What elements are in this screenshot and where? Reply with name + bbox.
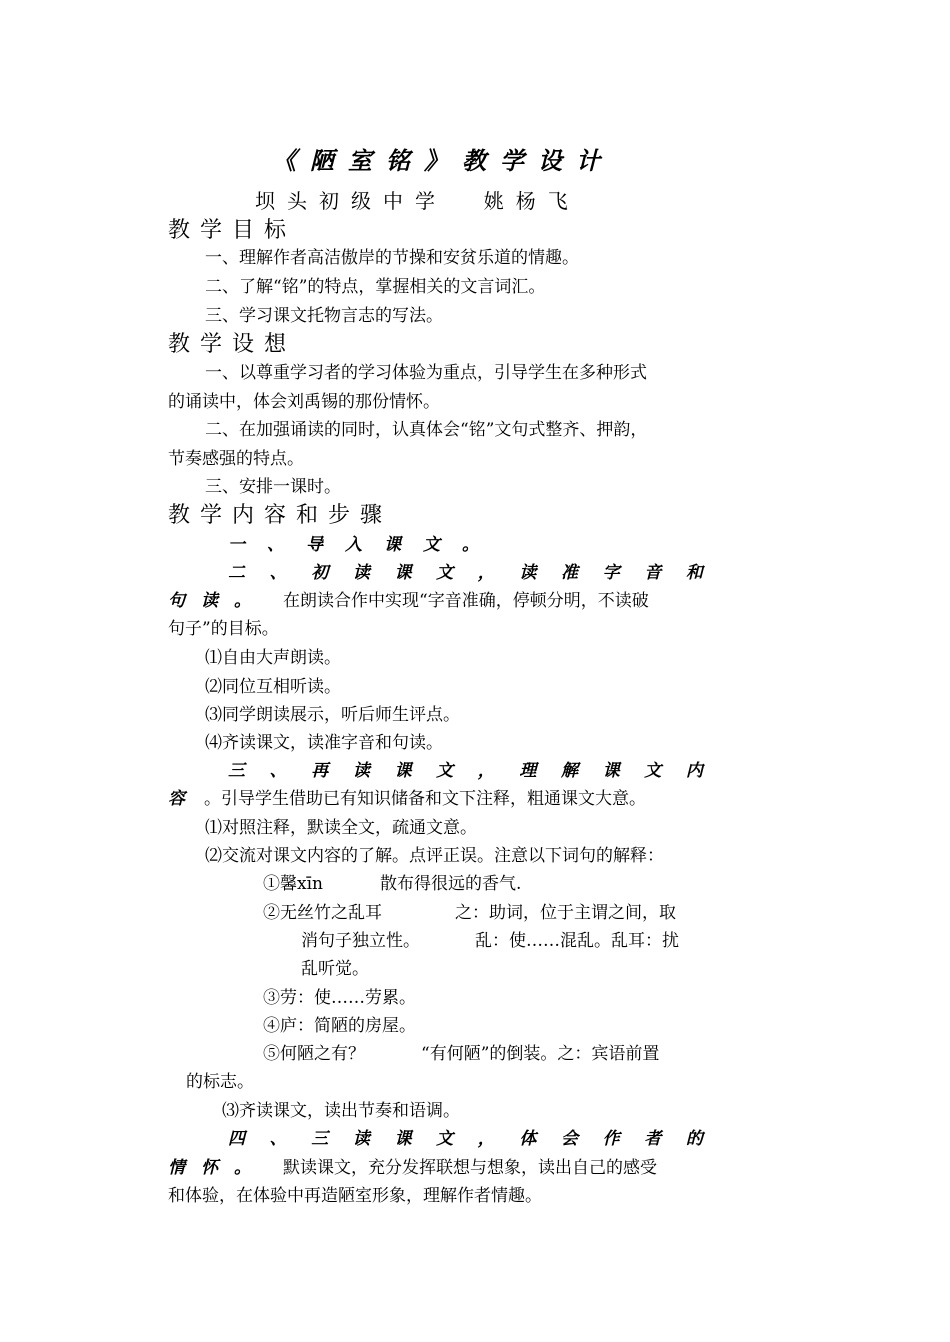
step-3-char: 、	[269, 761, 287, 781]
step-3-heading-cont: 容	[168, 789, 185, 809]
step-4-heading	[228, 1128, 703, 1150]
step-2-item: ⑴自由大声朗读。	[205, 648, 341, 668]
step-3-char: 三	[228, 761, 245, 781]
goal-item: 二、了解“铭”的特点，掌握相关的文言词汇。	[205, 277, 546, 297]
step-4-char: 三	[311, 1129, 329, 1149]
step-4-char: 文	[436, 1129, 454, 1149]
step-2-char: ，	[477, 563, 495, 583]
step-3-char: ，	[477, 761, 495, 781]
step-2-char: 初	[311, 563, 329, 583]
step-4-text: 默读课文，充分发挥联想与想象，读出自己的感受	[283, 1158, 657, 1178]
note-2-def-2: 乱：使……混乱。乱耳：扰	[475, 931, 679, 951]
step-3-item: ⑴对照注释，默读全文，疏通文意。	[205, 818, 477, 838]
step-3-char: 再	[311, 761, 329, 781]
section-heading-ideas: 教学设想	[168, 332, 297, 357]
step-3-char: 解	[561, 761, 578, 781]
goal-item: 三、学习课文托物言志的写法。	[205, 306, 443, 326]
note-3: ③劳：使……劳累。	[263, 988, 416, 1008]
step-3-char: 内	[685, 761, 703, 781]
note-2-term: ②无丝竹之乱耳	[263, 903, 382, 923]
step-4-char: 四	[228, 1129, 245, 1149]
idea-paragraph: 二、在加强诵读的同时，认真体会“铭”文句式整齐、押韵，	[205, 420, 648, 440]
step-4-char: 作	[602, 1129, 620, 1149]
section-heading-steps: 教学内容和步骤	[168, 503, 393, 528]
step-4-char: 者	[644, 1129, 662, 1149]
step-4-char: ，	[477, 1129, 495, 1149]
step-2-char: 读	[519, 563, 537, 583]
step-2-char: 课	[394, 563, 412, 583]
step-2-item: ⑵同位互相听读。	[205, 677, 341, 697]
note-2-def: 之：助词，位于主谓之间，取	[455, 903, 676, 923]
step-4-heading-cont: 情怀。	[168, 1158, 267, 1178]
step-2-char: 、	[269, 563, 287, 583]
goal-item: 一、理解作者高洁傲岸的节操和安贫乐道的情趣。	[205, 248, 579, 268]
note-4: ④庐：简陋的房屋。	[263, 1016, 416, 1036]
note-1-term: ①馨xīn	[263, 874, 323, 894]
step-3-char: 读	[352, 761, 370, 781]
step-2-char: 音	[644, 563, 662, 583]
step-4-char: 体	[519, 1129, 537, 1149]
step-2-text-cont: 句子”的目标。	[168, 619, 279, 639]
note-2-def-cont: 消句子独立性。	[301, 931, 420, 951]
step-2-char: 文	[436, 563, 454, 583]
note-1-def: 散布得很远的香气.	[380, 874, 522, 894]
step-2-char: 读	[352, 563, 370, 583]
step-2-item: ⑶同学朗读展示，听后师生评点。	[205, 705, 460, 725]
step-2-char: 和	[685, 563, 703, 583]
step-2-item: ⑷齐读课文，读准字音和句读。	[205, 733, 443, 753]
idea-paragraph-cont: 节奏感强的特点。	[168, 449, 304, 469]
step-3-char: 课	[602, 761, 620, 781]
step-4-char: 的	[685, 1129, 703, 1149]
note-5-term: ⑤何陋之有？	[263, 1044, 365, 1064]
step-3-text: 。引导学生借助已有知识储备和文下注释，粗通课文大意。	[204, 789, 646, 809]
step-3-char: 课	[394, 761, 412, 781]
step-3-char: 文	[644, 761, 662, 781]
step-3-heading	[228, 760, 703, 782]
step-4-text-cont: 和体验，在体验中再造陋室形象，理解作者情趣。	[168, 1186, 542, 1206]
author-line: 坝头初级中学 姚杨飞	[255, 189, 580, 213]
step-4-char: 会	[561, 1129, 578, 1149]
step-2-char: 准	[561, 563, 578, 583]
idea-paragraph: 一、以尊重学习者的学习体验为重点，引导学生在多种形式	[205, 363, 647, 383]
idea-paragraph: 三、安排一课时。	[205, 477, 341, 497]
step-3-char: 文	[436, 761, 454, 781]
step-4-char: 、	[269, 1129, 287, 1149]
step-4-char: 读	[352, 1129, 370, 1149]
step-1-heading: 一、导入课文。	[228, 535, 501, 555]
note-5-def: “有何陋”的倒装。之：宾语前置	[421, 1044, 660, 1064]
step-3-item: ⑵交流对课文内容的了解。点评正误。注意以下词句的解释：	[205, 846, 664, 866]
idea-paragraph-cont: 的诵读中，体会刘禹锡的那份情怀。	[168, 392, 440, 412]
step-2-char: 二	[228, 563, 245, 583]
step-2-char: 字	[602, 563, 620, 583]
document-title: 《陋室铭》教学设计	[272, 146, 614, 175]
note-2-def-2-cont: 乱听觉。	[301, 959, 369, 979]
step-2-text: 在朗读合作中实现“字音准确，停顿分明，不读破	[283, 591, 649, 611]
section-heading-goals: 教学目标	[168, 218, 297, 243]
step-4-char: 课	[394, 1129, 412, 1149]
step-2-heading	[228, 562, 703, 584]
step-2-heading-cont: 句读。	[168, 591, 267, 611]
note-5-def-cont: 的标志。	[186, 1072, 254, 1092]
step-3-char: 理	[519, 761, 537, 781]
step-3-item: ⑶齐读课文，读出节奏和语调。	[222, 1101, 460, 1121]
